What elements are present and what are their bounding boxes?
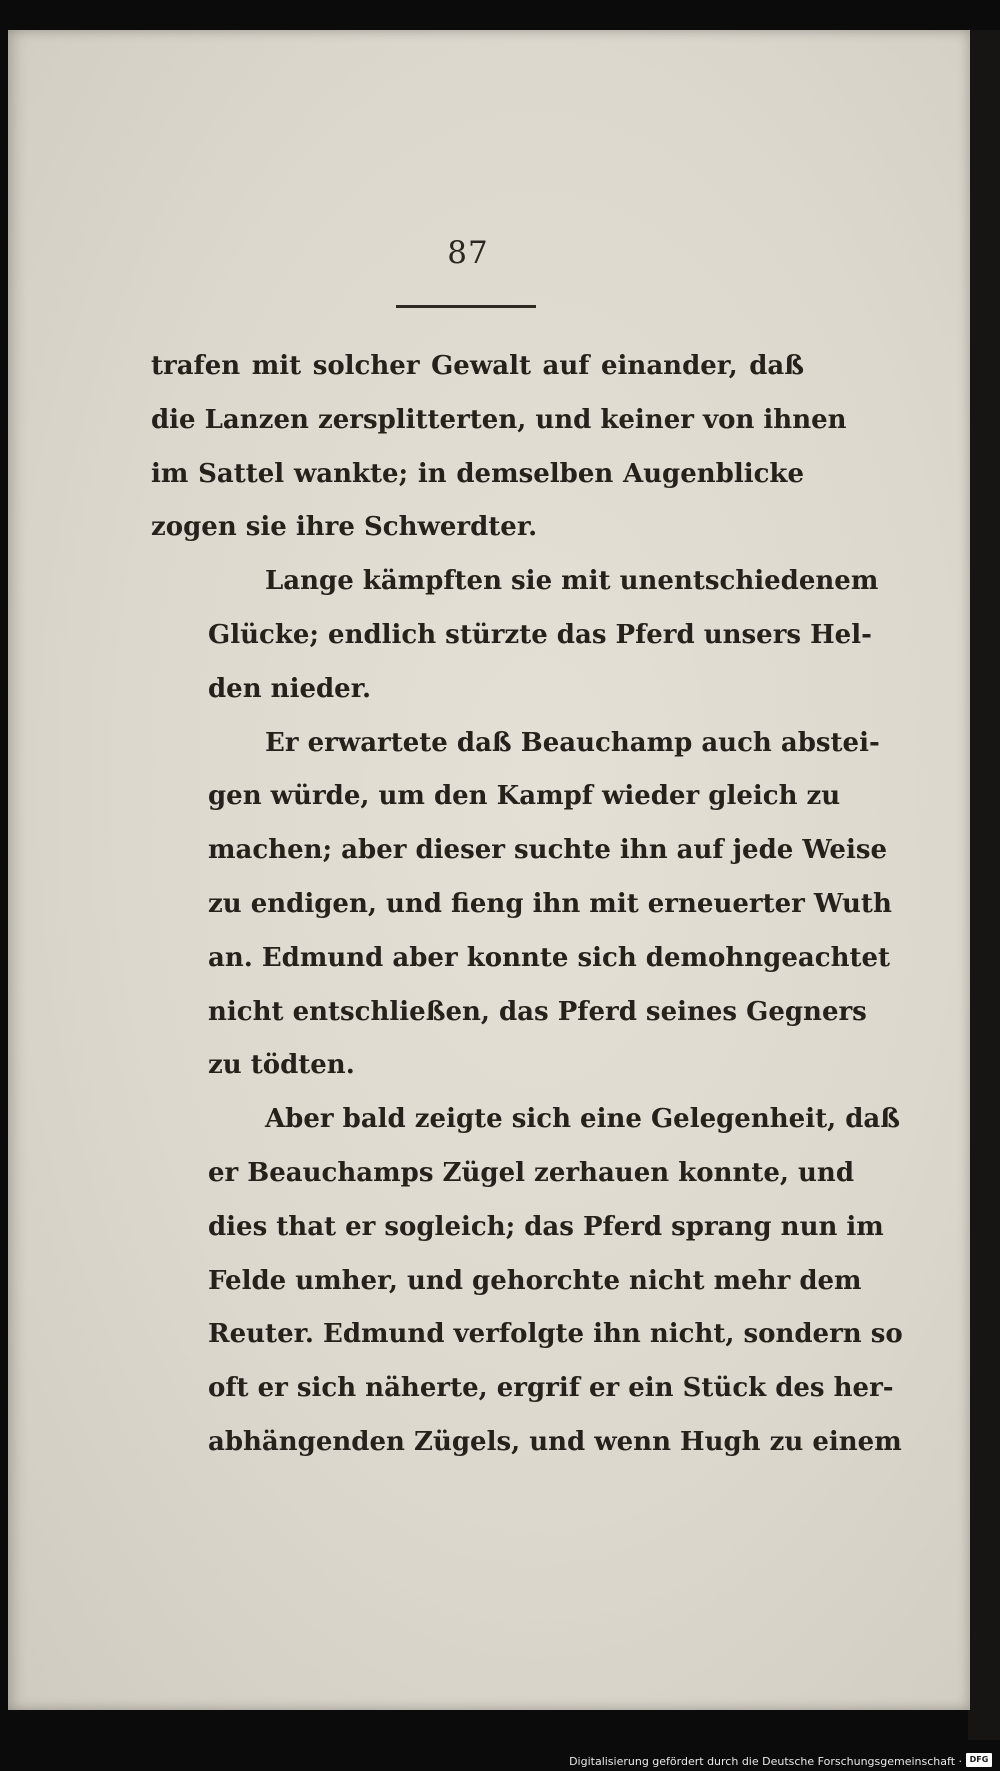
paragraph <box>151 717 892 1094</box>
text-line: im Sattel wankte; in demselben Augenblicke <box>151 458 804 489</box>
text-line: an. Edmund aber konnte sich demohngeachtet <box>208 942 891 973</box>
text-line: Lange kämpften sie mit unentschiedenem <box>265 566 879 597</box>
book-cover-edge <box>968 30 1000 1740</box>
text-line: Aber bald zeigte sich eine Gelegenheit, daß <box>265 1104 900 1135</box>
paragraph <box>151 340 847 555</box>
text-line: dies that er sogleich; das Pferd sprang nun im <box>208 1211 884 1242</box>
text-line: Reuter. Edmund verfolgte ihn nicht, sondern so <box>208 1319 903 1350</box>
text-line: den nieder. <box>208 673 372 704</box>
text-line: Er erwartete daß Beauchamp auch abstei- <box>265 727 880 758</box>
text-line: die Lanzen zersplitterten, und keiner von ihnen <box>151 404 847 435</box>
page-number: 87 <box>447 235 489 271</box>
text-line: abhängenden Zügels, und wenn Hugh zu einem <box>208 1426 902 1457</box>
text-line: gen würde, um den Kampf wieder gleich zu <box>208 781 841 812</box>
dfg-logo: DFG <box>966 1753 992 1767</box>
text-line: oft er sich näherte, ergrif er ein Stück des her- <box>208 1373 894 1404</box>
paragraph <box>151 1093 903 1470</box>
text-line: zu endigen, und fieng ihn mit erneuerter Wuth <box>208 888 892 919</box>
text-line: machen; aber dieser suchte ihn auf jede Weise <box>208 835 888 866</box>
text-line: er Beauchamps Zügel zerhauen konnte, und <box>208 1157 855 1188</box>
text-line: trafen mit solcher Gewalt auf einander, daß <box>151 351 804 381</box>
text-line: nicht entschließen, das Pferd seines Gegners <box>208 996 867 1027</box>
body-text <box>151 340 903 1470</box>
paragraph <box>151 555 879 716</box>
text-line: zogen sie ihre Schwerdter. <box>151 512 538 543</box>
text-line: zu tödten. <box>208 1050 355 1081</box>
text-line: Glücke; endlich stürzte das Pferd unsers Hel- <box>208 619 872 650</box>
book-page <box>8 30 970 1710</box>
page-number-rule <box>396 305 536 308</box>
text-line: Felde umher, und gehorchte nicht mehr dem <box>208 1265 862 1296</box>
funding-credit: Digitalisierung gefördert durch die Deutsche Forschungsgemeinschaft · <box>569 1755 962 1768</box>
